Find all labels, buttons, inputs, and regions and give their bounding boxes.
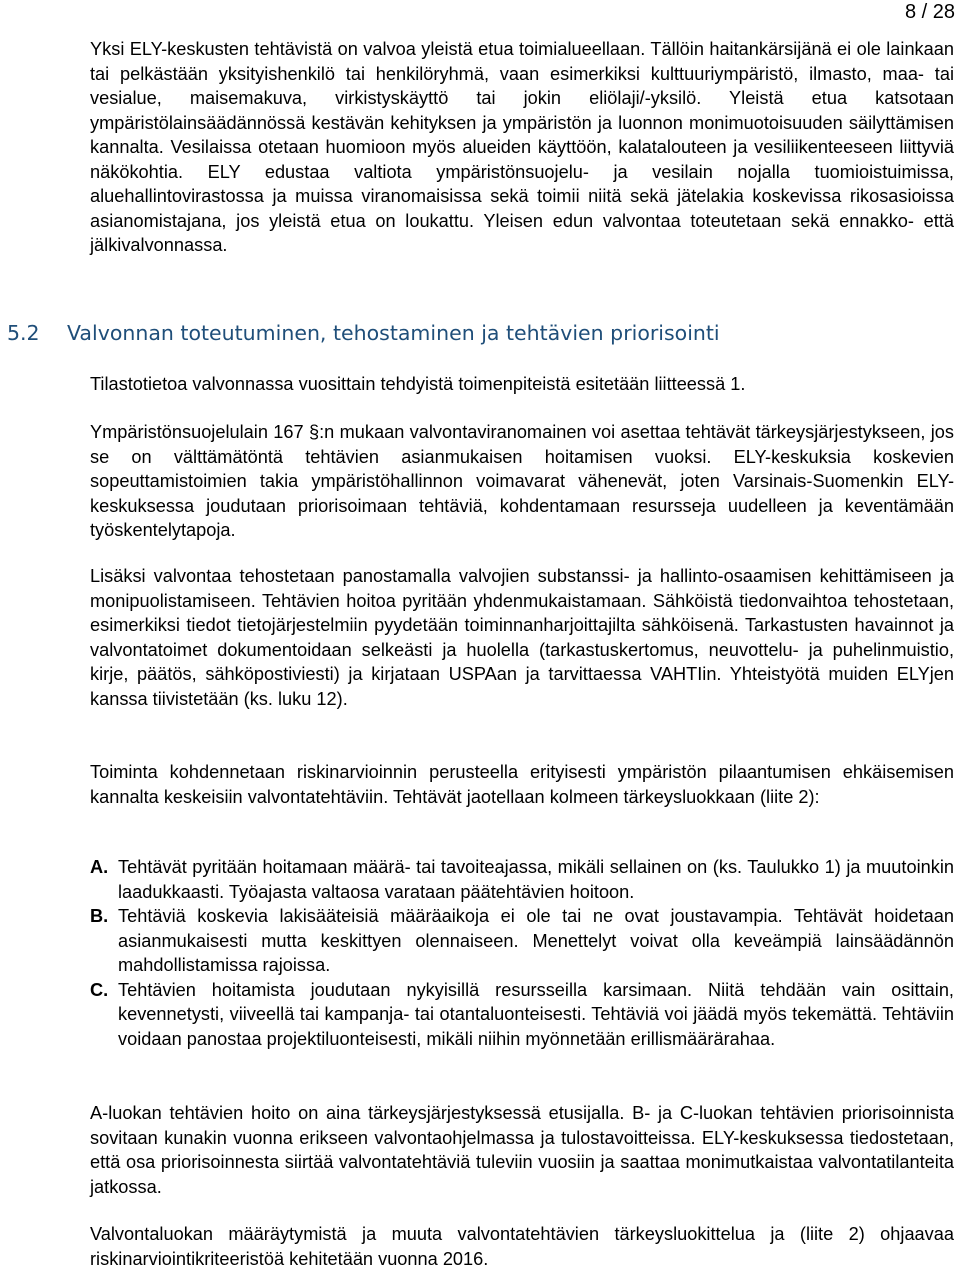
class-text: Tehtävien hoitamista joudutaan nykyisillä resursseilla karsimaan. Niitä tehdään vain osittain, kevennetysti, viiveellä tai kampanja- tai otantaluonteisesti. Tehtäviä voi jäädä myös tekemättä. Tehtäviin voidaan panostaa projektiluonteisesti, mikäli niihin myönnetään erillismäärärahaa. — [118, 979, 954, 1049]
paragraph-risk-assessment: Toiminta kohdennetaan riskinarvioinnin perusteella erityisesti ympäristön pilaantumisen ehkäisemisen kannalta keskeisiin valvontatehtäviin. Tehtävät jaotellaan kolmeen tärkeysluokkaan (liite 2): — [90, 762, 954, 807]
list-item — [90, 978, 954, 1052]
paragraph-prioritization-law: Ympäristönsuojelulain 167 §:n mukaan valvontaviranomainen voi asettaa tehtävät tärkeysjärjestykseen, jos se on välttämätöntä tehtävien asianmukaisen hoitamisen vuoksi. ELY-keskuksia koskevien sopeuttamistoimien takia ympäristöhallinnon voimavarat vähenevät, joten Varsinais-Suomenkin ELY-keskuksessa joudutaan priorisoimaan tehtäviä, kohdentamaan resursseja uudelleen ja keventämään työskentelytapoja. — [90, 422, 954, 540]
list-item — [90, 855, 954, 904]
class-marker: C. — [90, 979, 109, 1000]
intro-paragraph: Yksi ELY-keskusten tehtävistä on valvoa yleistä etua toimialueellaan. Tällöin haitankärsijänä ei ole lainkaan tai pelkästään yksityishenkilö tai henkilöryhmä, vaan esimerkiksi kulttuuriympäristö, ilmasto, maa- tai vesialue, maisemakuva, virkistyskäyttö tai jokin eliölaji/-yksilö. Yleistä etua katsotaan ympäristölainsäädännössä kestävän kehityksen ja ympäristön ja luonnon monimuotoisuuden säilyttämisen kannalta. Vesilaissa otetaan huomioon myös alueiden käyttöön, kalatalouteen ja vesiliikenteeseen liittyviä näkökohtia. ELY edustaa valtiota ympäristönsuojelu- ja vesilain nojalla tuomioistuimissa, aluehallintovirastossa ja muissa viranomaisissa sekä toimii niitä sekä jätelakia koskevissa rikosasioissa asianomistajana, jos yleistä etua on loukattu. Yleisen edun valvontaa toteutetaan sekä ennakko- että jälkivalvonnassa. — [90, 39, 954, 255]
section-title: Valvonnan toteutuminen, tehostaminen ja tehtävien priorisointi — [67, 321, 720, 345]
class-marker: A. — [90, 857, 109, 877]
section-number: 5.2 — [7, 321, 40, 345]
class-text: Tehtäviä koskevia lakisääteisiä määräaikoja ei ole tai ne ovat joustavampia. Tehtävät hoidetaan asianmukaisesti mutta keskittyen olennaiseen. Menettelyt voivat olla keveämpiä lainsäädännön mahdollistamissa rajoissa. — [118, 906, 954, 975]
list-item — [90, 904, 954, 978]
paragraph-efficiency: Lisäksi valvontaa tehostetaan panostamalla valvojien substanssi- ja hallinto-osaamisen kehittämiseen ja monipuolistamiseen. Tehtävien hoitoa pyritään yhdenmukaistamaan. Sähköistä tiedonvaihtoa tehostetaan, esimerkiksi tiedot tietojärjestelmiin pyydetään toiminnanharjoittajilta sähköisenä. Tarkastusten havainnot ja valvontatoimet dokumentoidaan selkeästi ja huolella (tarkastuskertomus, neuvottelu- ja puhelinmuistio, kirje, päätös, sähköpostiviesti) ja kirjataan USPAan ja tarvittaessa VAHTIin. Yhteistyötä muiden ELYjen kanssa tiivistetään (ks. luku 12). — [90, 566, 954, 709]
paragraph-statistics: Tilastotietoa valvonnassa vuosittain tehdyistä toimenpiteistä esitetään liitteessä 1. — [90, 374, 746, 394]
class-marker: B. — [90, 906, 109, 926]
paragraph-class-a-priority: A-luokan tehtävien hoito on aina tärkeysjärjestyksessä etusijalla. B- ja C-luokan tehtävien priorisoinnista sovitaan kunakin vuonna erikseen valvontaohjelmassa ja tulostavoitteissa. ELY-keskuksessa tiedostetaan, että osa priorisoinnesta siirtää valvontatehtäviä tuleviin vuosiin ja saattaa monimutkaistaa valvontatilanteita jatkossa. — [90, 1103, 954, 1197]
class-text: Tehtävät pyritään hoitamaan määrä- tai tavoiteajassa, mikäli sellainen on (ks. Taulukko 1) ja muutoinkin laadukkaasti. Työajasta valtaosa varataan päätehtävien hoitoon. — [118, 857, 954, 902]
page-number: 8 / 28 — [904, 1, 955, 23]
priority-class-list — [90, 855, 954, 1051]
section-heading — [0, 319, 954, 347]
paragraph-development: Valvontaluokan määräytymistä ja muuta valvontatehtävien tärkeysluokittelua ja (liite 2) ohjaavaa riskinarviointikriteeristöä kehitetään vuonna 2016. — [90, 1224, 954, 1269]
